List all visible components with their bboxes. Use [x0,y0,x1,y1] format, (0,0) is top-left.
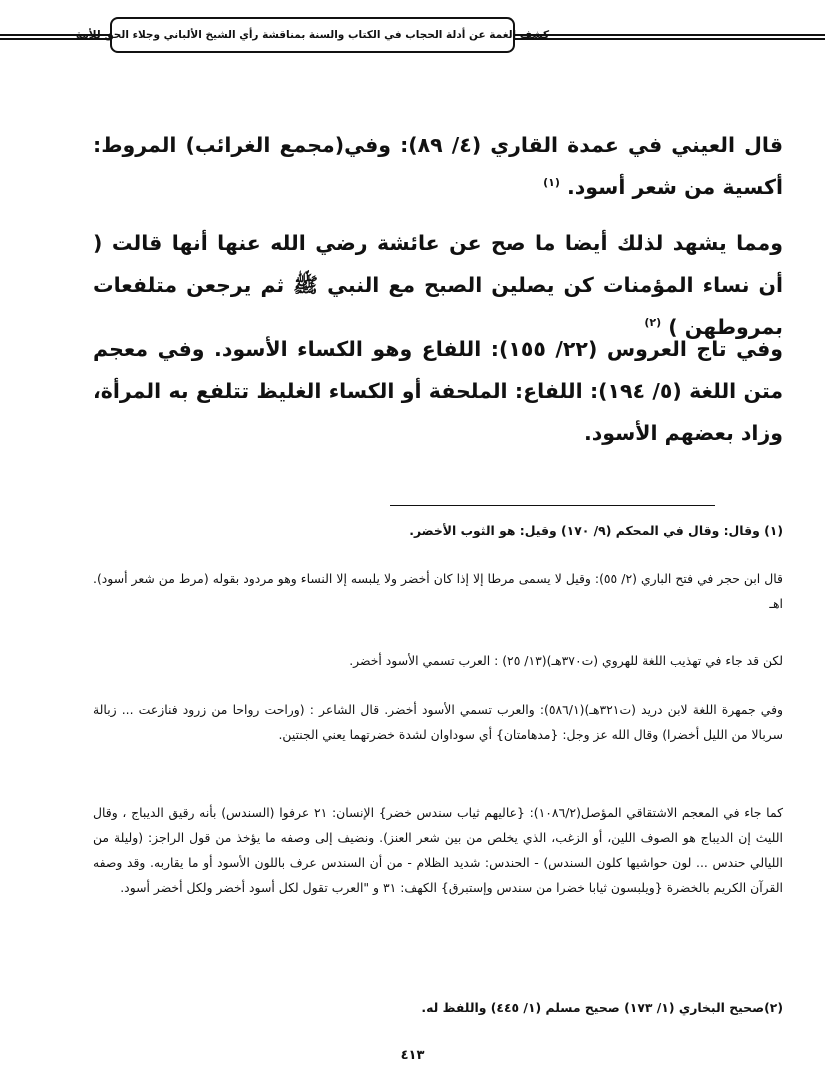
page-number: ٤١٣ [400,1048,425,1063]
body-paragraph-3 [93,328,783,454]
footnote-text: قال ابن حجر في فتح الباري (٢/ ٥٥): وقيل لا يسمى مرطا إلا إذا كان أخضر ولا يلبسه إلا النساء وهو مردود بقوله (مرط من شعر أسود). اهـ [93,571,783,611]
footnote-separator [390,505,715,506]
footnote-reference[interactable]: (١) [543,176,560,190]
footnote-reference[interactable]: (٢) [644,316,662,330]
body-paragraph-1 [93,124,783,208]
running-header [75,17,550,53]
footnote-1-paragraph-5 [93,800,783,900]
footnote-text: (٢)صحيح البخاري (١/ ١٧٣) صحيح مسلم (١/ ٤٤٥) واللفظ له. [421,1000,783,1015]
body-text: قال العيني في عمدة القاري (٤/ ٨٩): وفي(مجمع الغرائب) المروط: أكسية من شعر أسود. [93,133,784,199]
footnote-1-paragraph-2 [93,566,783,616]
footnote-text: كما جاء في المعجم الاشتقاقي المؤصل(١٠٨٦/٢): {عاليهم ثياب سندس خضر} الإنسان: ٢١ عرفوا (السندس) بأنه رقيق الديباج ، وقال الليث إن الديباج هو الصوف اللين، أو الزغب، الذي يخلص من بين شعر العنز). ونضيف إلى وصفه ما يؤخذ من قول الراجز: (وليلة من الليالي حندس ... لون حواشيها كلون السندس) - الحندس: شديد الظلام - من أن السندس عرف باللون الأسود أو ما يقاربه. وقد وصفه القرآن الكريم بالخضرة {ويلبسون ثيابا خضرا من سندس وإستبرق} الكهف: ٣١ و "العرب تقول لكل أسود أخضر ولكل أخضر أسود. [93,805,784,895]
footnote-1 [93,518,783,543]
footnote-text: (١) وقال: وقال في المحكم (٩/ ١٧٠) وقيل: هو الثوب الأخضر. [409,523,783,538]
footnote-2 [93,995,783,1020]
body-text: وفي تاج العروس (٢٢/ ١٥٥): اللفاع وهو الكساء الأسود. وفي معجم متن اللغة (٥/ ١٩٤): اللفاع: الملحفة أو الكساء الغليظ تتلفع به المرأة، وزاد بعضهم الأسود. [93,337,784,445]
header-title: كشف الغمة عن أدلة الحجاب في الكتاب والسنة بمناقشة رأي الشيخ الألباني وجلاء الحق للأمة [75,29,550,41]
body-text: ومما يشهد لذلك أيضا ما صح عن عائشة رضي الله عنها أنها قالت ( أن نساء المؤمنات كن يصلين الصبح مع النبي ﷺ ثم يرجعن متلفعات بمروطهن ) [93,231,783,339]
footnote-1-paragraph-3 [93,648,783,673]
footnote-text: وفي جمهرة اللغة لابن دريد (ت٣٢١هـ)(٥٨٦/١): والعرب تسمي الأسود أخضر. قال الشاعر : (وراحت رواحا من زرود فنازعت ... زبالة سربالا من الليل أخضرا) وقال الله عز وجل: {مدهامتان} أي سوداوان لشدة خضرتهما يعني الجنتين. [93,702,783,742]
footnote-text: لكن قد جاء في تهذيب اللغة للهروي (ت٣٧٠هـ)(١٣/ ٢٥) : العرب تسمي الأسود أخضر. [349,653,783,668]
footnote-1-paragraph-4 [93,697,783,747]
